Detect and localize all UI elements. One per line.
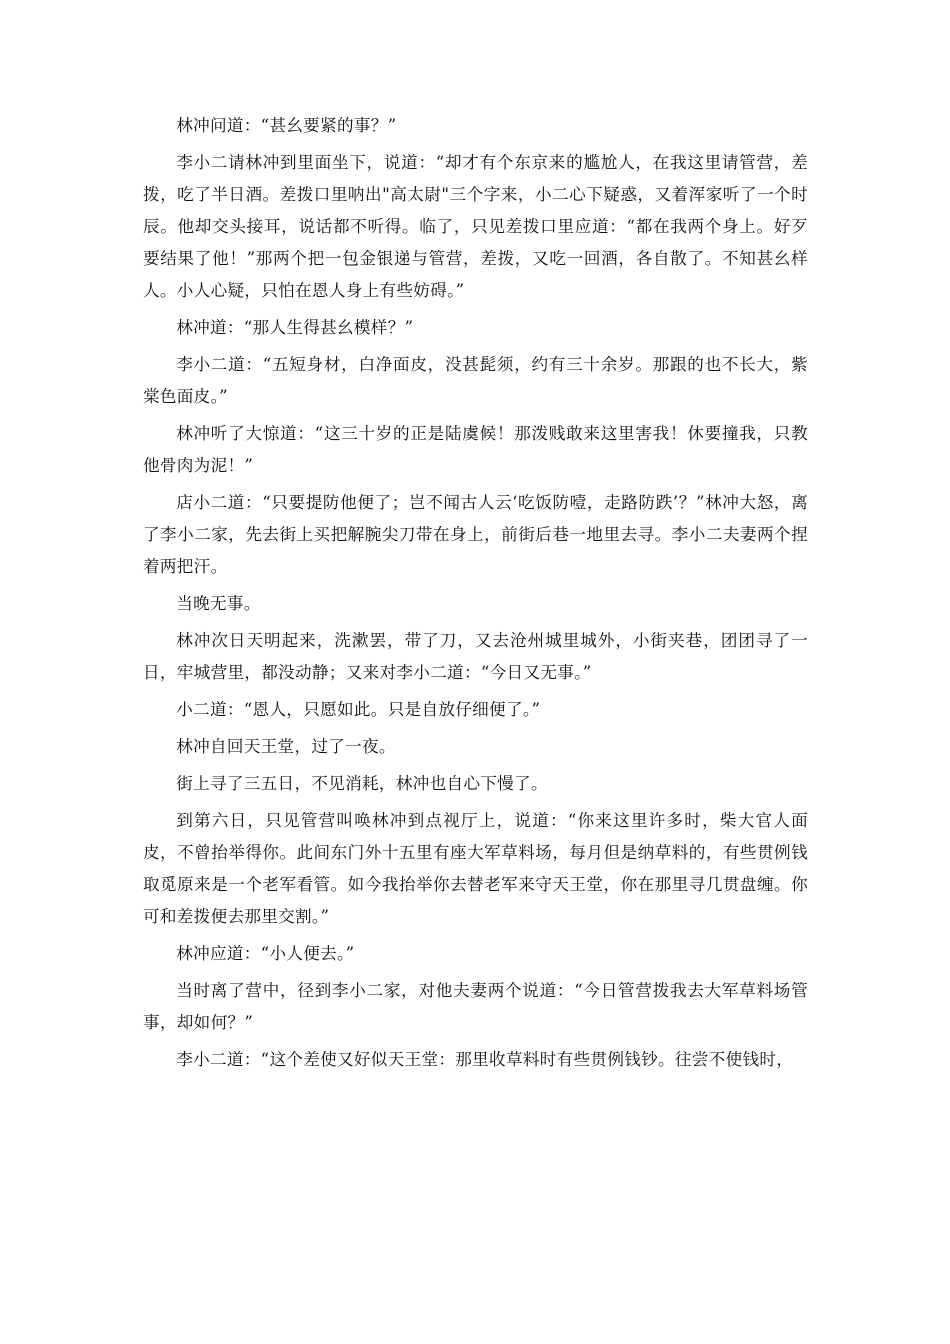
paragraph-5: 林冲听了大惊道：“这三十岁的正是陆虞候！那泼贱敢来这里害我！休要撞我，只教他骨肉为泥！” xyxy=(143,424,808,475)
document-body xyxy=(143,110,808,1081)
paragraph-9: 小二道：“恩人，只愿如此。只是自放仔细便了。” xyxy=(176,700,541,719)
paragraph-12: 到第六日，只见管营叫唤林冲到点视厅上，说道：“你来这里许多时，柴大官人面皮，不曾抬举得你。此间东门外十五里有座大军草料场，每月但是纳草料的，有些贯例钱取觅原来是一个老军看管。如今我抬举你去替老军来守天王堂，你在那里寻几贯盘缠。你可和差拨便去那里交割。” xyxy=(143,811,808,926)
paragraph-3: 林冲道：“那人生得甚幺模样？” xyxy=(176,318,414,337)
paragraph-6: 店小二道：“只要提防他便了；岂不闻古人云‘吃饭防噎，走路防跌’？”林冲大怒，离了李小二家，先去街上买把解腕尖刀带在身上，前街后巷一地里去寻。李小二夫妻两个捏着两把汗。 xyxy=(143,493,808,576)
paragraph-7: 当晚无事。 xyxy=(176,594,261,613)
paragraph-4: 李小二道：“五短身材，白净面皮，没甚髭须，约有三十余岁。那跟的也不长大，紫棠色面皮。” xyxy=(143,355,808,406)
paragraph-2: 李小二请林冲到里面坐下，说道：“却才有个东京来的尴尬人，在我这里请管营，差拨，吃了半日酒。差拨口里呐出"高太尉"三个字来，小二心下疑惑，又着浑家听了一个时辰。他却交头接耳，说话都不听得。临了，只见差拨口里应道：“都在我两个身上。好歹要结果了他！”那两个把一包金银递与管营，差拨，又吃一回酒，各自散了。不知甚幺样人。小人心疑，只怕在恩人身上有些妨碍。” xyxy=(143,153,808,300)
paragraph-15: 李小二道：“这个差使又好似天王堂：那里收草料时有些贯例钱钞。往尝不使钱时， xyxy=(176,1050,794,1069)
paragraph-11: 街上寻了三五日，不见消耗，林冲也自心下慢了。 xyxy=(176,774,548,793)
paragraph-14: 当时离了营中，径到李小二家，对他夫妻两个说道：“今日管营拨我去大军草料场管事，却如何？” xyxy=(143,981,808,1032)
paragraph-10: 林冲自回天王堂，过了一夜。 xyxy=(176,737,396,756)
paragraph-8: 林冲次日天明起来，洗漱罢，带了刀，又去沧州城里城外，小街夹巷，团团寻了一日，牢城营里，都没动静；又来对李小二道：“今日又无事。” xyxy=(143,631,808,682)
paragraph-1: 林冲问道：“甚幺要紧的事？” xyxy=(176,116,397,135)
paragraph-13: 林冲应道：“小人便去。” xyxy=(176,944,355,963)
